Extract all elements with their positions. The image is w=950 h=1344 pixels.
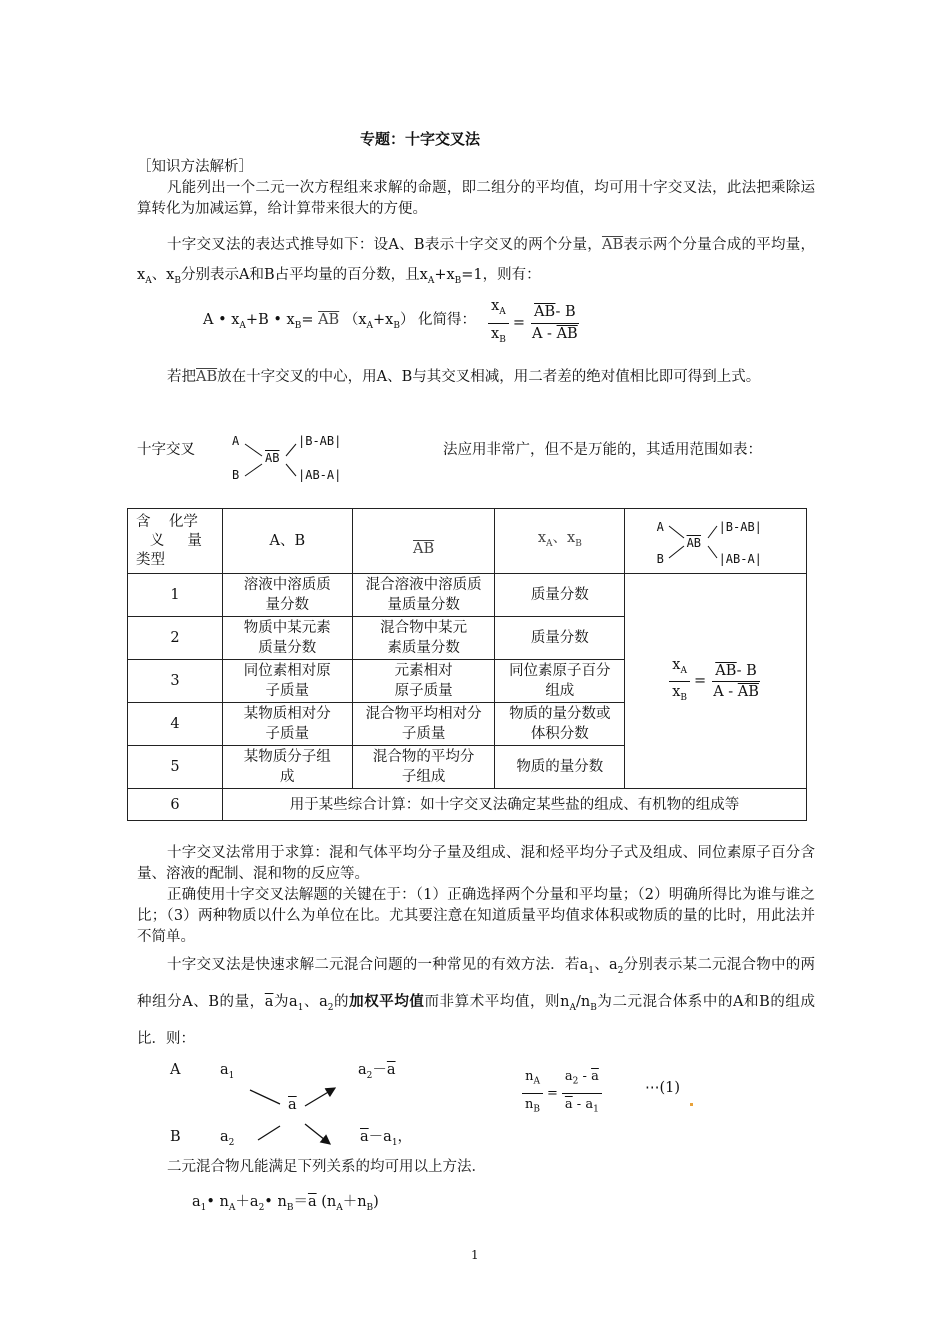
page-number: 1 [471, 1248, 479, 1262]
paragraph-derivation: 十字交叉法的表达式推导如下：设A、B表示十字交叉的两个分量，$\overline{AB}$表示两个分量合成的平均量，$x_A$、$x_B$分别表示A和B占平均量的百分数，且$x_A+x_B=1$，则有： [137, 237, 816, 286]
ratio-formula: $\frac{n_A}{n_B}$ = $\frac{a_2 - \overline{a}}{\overline{a} - a_1}$ [522, 1066, 602, 1120]
paragraph-uses: 十字交叉法常用于求算：混和气体平均分子量及组成、混和烃平均分子式及组成、同位素原子百分含量、溶液的配制、混和物的反应等。 [137, 845, 815, 882]
cross-label: 十字交叉 [137, 442, 195, 458]
paragraph-condition: 二元混合物凡能满足下列关系的均可用以上方法． [167, 1159, 486, 1175]
header-type: 含 化学 义 量 类型 [128, 509, 223, 574]
equation-weighted: A • $x_A+B$ • $x_B= \overline{AB}$ $(x_A+x_B)$ [203, 312, 415, 331]
equation-number: ⋯(1) [645, 1080, 681, 1096]
paragraph-center: 若把$\overline{AB}$放在十字交叉的中心，用A、B与其交叉相减，用二者差的绝对值相比即可得到上式。 [167, 369, 761, 385]
table-row: 1 溶液中溶质质量分数 混合溶液中溶质质量质量分数 质量分数 $\frac{x_A}{x_B}$ = $\frac{\overline{AB}- B}{A - \overline{AB}}$ [128, 574, 807, 617]
header-ab: A、B [222, 509, 352, 574]
table-row: 3 同位素相对原子质量 元素相对原子质量 同位素原子百分组成 [128, 660, 807, 703]
section-heading: ［知识方法解析］ [137, 159, 253, 175]
header-x: $x_A$、$x_B$ [495, 509, 625, 574]
formula-cell: $\frac{x_A}{x_B}$ = $\frac{\overline{AB}- B}{A - \overline{AB}}$ [625, 574, 807, 789]
paragraph-range: 法应用非常广，但不是万能的，其适用范围如表： [443, 442, 762, 458]
paragraph-intro: 凡能列出一个二元一次方程组来求解的命题，即二组分的平均值，均可用十字交叉法，此法把乘除运算转化为加减运算，给计算带来很大的方便。 [137, 180, 815, 217]
orange-dot [690, 1103, 693, 1106]
equation-simplified: $\frac{x_A}{x_B}$ = $\frac{\overline{AB}- B}{A - \overline{AB}}$ [488, 296, 581, 351]
table-row: 5 某物质分子组成 混合物的平均分子组成 物质的量分数 [128, 746, 807, 789]
table-header-row [128, 509, 807, 574]
paragraph-method: 十字交叉法是快速求解二元混合问题的一种常见的有效方法．若$a_1$、$a_2$分别表示某二元混合物中的两种组分A、B的量，$\overline{a}$为$a_1$、$a_2$的加权平均值而非算术平均值，则$n_A/n_B$为二元混合体系中的A和B的组成比．则： [137, 957, 815, 1047]
table-row: 4 某物质相对分子质量 混合物平均相对分子质量 物质的量分数或体积分数 [128, 703, 807, 746]
header-cross: A B $\overline{AB}$ |B-AB| |AB-A| [625, 509, 807, 574]
simplify-label: 化简得： [418, 312, 476, 328]
table-row: 2 物质中某元素质量分数 混合物中某元素质量分数 质量分数 [128, 617, 807, 660]
table-row: 6 用于某些综合计算：如十字交叉法确定某些盐的组成、有机物的组成等 [128, 789, 807, 821]
paragraph-key-points: 正确使用十字交叉法解题的关键在于：（1）正确选择两个分量和平均量；（2）明确所得比为谁与谁之比；（3）两种物质以什么为单位在比。尤其要注意在知道质量平均值求体积或物质的量的比时，用此法并不简单。 [137, 887, 815, 945]
page-title: 专题：十字交叉法 [360, 130, 481, 148]
arrow-cross-diagram: A $a_1$ $a_2-\overline{a}$ $\overline{a}$ B $a_2$ $\overline{a}-a_1$， [170, 1062, 413, 1148]
range-table [127, 508, 807, 821]
cross-diagram: A B $\overline{AB}$ |B-AB| |AB-A| [232, 434, 342, 482]
equation-final: $a_1•$ $n_A+a_2•$ $n_B=\overline{a}$ $(n_A+n_B)$ [192, 1194, 379, 1213]
header-average: $\overline{AB}$ [352, 509, 495, 574]
